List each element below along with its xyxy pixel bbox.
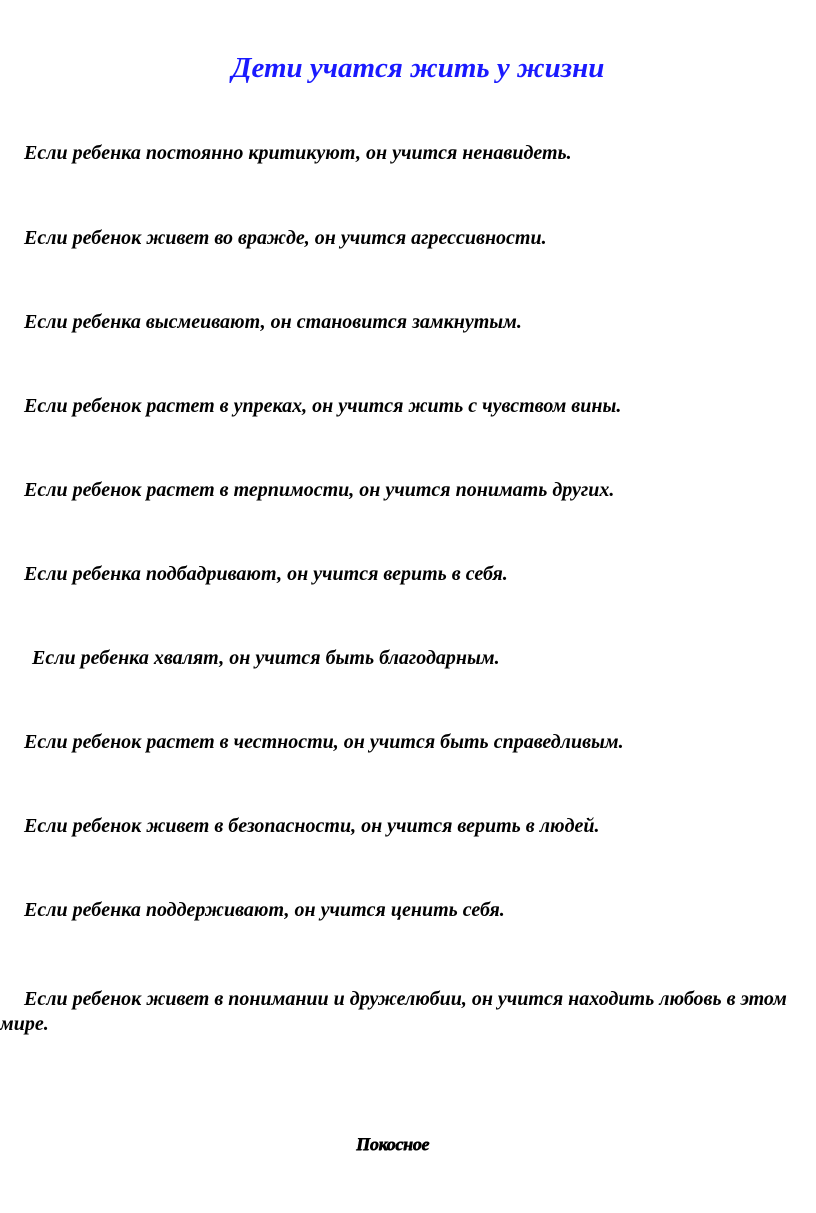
- paragraph-line: Если ребенка постоянно критикуют, он учится ненавидеть.: [24, 142, 572, 164]
- paragraph-line: Если ребенка высмеивают, он становится замкнутым.: [24, 311, 522, 333]
- paragraph-line: Если ребенок живет во вражде, он учится агрессивности.: [24, 227, 547, 249]
- paragraph-line: Если ребенка подбадривают, он учится верить в себя.: [24, 563, 508, 585]
- paragraph-line: Если ребенок растет в упреках, он учится жить с чувством вины.: [24, 395, 622, 417]
- paragraph-line: Если ребенка хвалят, он учится быть благодарным.: [32, 647, 500, 669]
- signature: Покосное: [356, 1134, 430, 1154]
- document-title: Дети учатся жить у жизни: [231, 52, 605, 84]
- paragraph-line: Если ребенок растет в терпимости, он учится понимать других.: [24, 479, 615, 501]
- paragraph-line: Если ребенка поддерживают, он учится ценить себя.: [24, 899, 505, 921]
- paragraph-line-wrapped: Если ребенок живет в понимании и дружелюбии, он учится находить любовь в этом мире.: [0, 988, 787, 1035]
- paragraph-line: Если ребенок растет в честности, он учится быть справедливым.: [24, 731, 624, 753]
- paragraph-line: Если ребенок живет в безопасности, он учится верить в людей.: [24, 815, 600, 837]
